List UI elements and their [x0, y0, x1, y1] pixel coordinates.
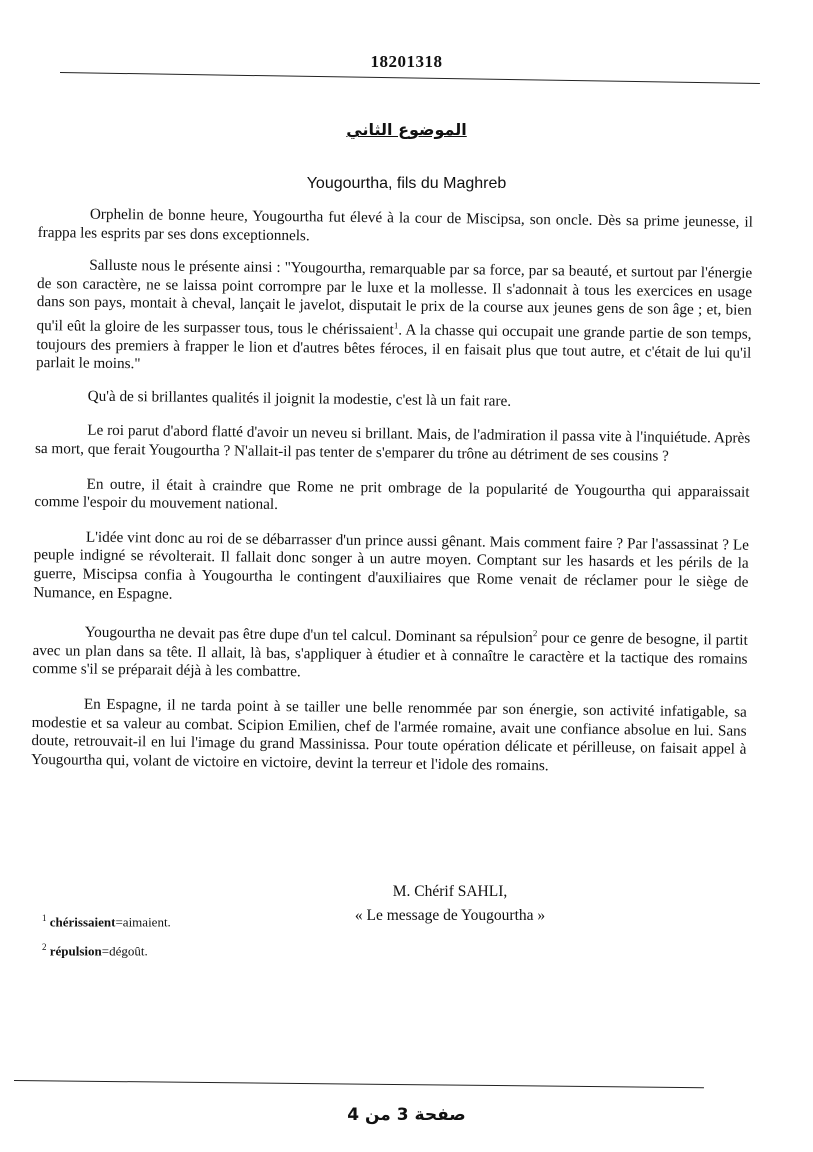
signature [330, 880, 570, 928]
footnote-1 [42, 913, 171, 930]
paragraph-3 [36, 387, 751, 414]
footnote-term: répulsion [49, 943, 102, 959]
paragraph-8 [31, 695, 747, 778]
page-number: صفحة 3 من 4 [347, 1105, 466, 1125]
top-divider [60, 72, 760, 84]
footnote-number: 2 [42, 942, 47, 952]
paragraph-6 [33, 528, 749, 611]
paragraph-text-continued: pour ce genre de besogne, il partit avec un plan dans sa tête. Il allait, là bas, s'appliquer à étudier et à connaître le caractère et la tactique des romains comme s'il se préparait déjà à les combattre. [32, 629, 748, 681]
paragraph-text-continued: . A la chasse qui occupait une grande partie de son temps, toujours des premiers à frapper le lion et d'autres bêtes féroces, il en faisait plus que tout autre, et c'était de lui qu'il parlait le moins." [35, 321, 752, 373]
paragraph-text: Salluste nous le présente ainsi : "Yougourtha, remarquable par sa force, par sa beauté, et surtout par l'énergie de son caractère, ne se laissa point corrompre par le luxe et la mollesse. Il s'adonnait à tous les exercices en usage dans son pays, montait à cheval, lançait le javelot, disputait le prix de la course aux jeunes gens de son âge ; et, bien qu'il eût la gloire de les surpasser tous, tous le chérissaient [36, 256, 753, 339]
body-text [31, 205, 753, 792]
footnote-number: 1 [42, 913, 47, 923]
text-title: Yougourtha, fils du Maghreb [306, 175, 507, 192]
paragraph-text: Le roi parut d'abord flatté d'avoir un neveu si brillant. Mais, de l'admiration il passa vite à l'inquiétude. Après sa mort, que ferait Yougourtha ? N'allait-il pas tenter de s'emparer du trône au détriment de ses cousins ? [34, 422, 751, 465]
paragraph-text: Qu'à de si brillantes qualités il joignit la modestie, c'est là un fait rare. [87, 387, 512, 410]
paragraph-1 [38, 205, 753, 251]
paragraph-text: En outre, il était à craindre que Rome ne prit ombrage de la popularité de Yougourtha qui apparaissait comme l'espoir du mouvement national. [34, 475, 750, 514]
paragraph-text: Yougourtha ne devait pas être dupe d'un tel calcul. Dominant sa répulsion [84, 623, 533, 647]
subject-heading: الموضوع الثاني [346, 120, 467, 139]
paragraph-4 [35, 421, 750, 467]
source-title: « Le message de Yougourtha » [354, 907, 546, 924]
document-code: 18201318 [370, 52, 443, 71]
paragraph-text: En Espagne, il ne tarda point à se tailler une belle renommée par son énergie, son activité infatigable, sa modestie et sa valeur au combat. Scipion Emilien, chef de l'armée romaine, avait une confiance absolue en lui. Sans doute, retrouvait-il en lui l'image du grand Massinissa. Pour toute opération délicate et périlleuse, on faisait appel à Yougourtha qui, volant de victoire en victoire, devint la terreur et l'idole des romains. [31, 695, 747, 775]
paragraph-2 [36, 256, 752, 381]
footnote-ref-2: 2 [532, 628, 538, 639]
footnote-definition: =dégoût. [101, 943, 148, 959]
bottom-divider [14, 1080, 704, 1088]
author-name: M. Chérif SAHLI, [392, 883, 508, 900]
footnote-term: chérissaient [49, 914, 116, 930]
footnote-definition: =aimaient. [115, 914, 171, 930]
paragraph-7 [32, 618, 748, 688]
paragraph-text: L'idée vint donc au roi de se débarrasser d'un prince aussi gênant. Mais comment faire ? Par l'assassinat ? Le peuple indigné se révolterait. Il fallait donc songer à un autre moyen. Comptant sur les hasards et les périls de la guerre, Miscipsa confia à Yougourtha le contingent d'auxiliaires que Rome venait de réclamer pour le siège de Numance, en Espagne. [33, 528, 750, 603]
footnote-2 [42, 942, 148, 959]
footnote-ref-1: 1 [393, 320, 399, 331]
paragraph-text: Orphelin de bonne heure, Yougourtha fut élevé à la cour de Miscipsa, son oncle. Dès sa prime jeunesse, il frappa les esprits par ses dons exceptionnels. [37, 205, 753, 244]
paragraph-5 [34, 475, 749, 521]
